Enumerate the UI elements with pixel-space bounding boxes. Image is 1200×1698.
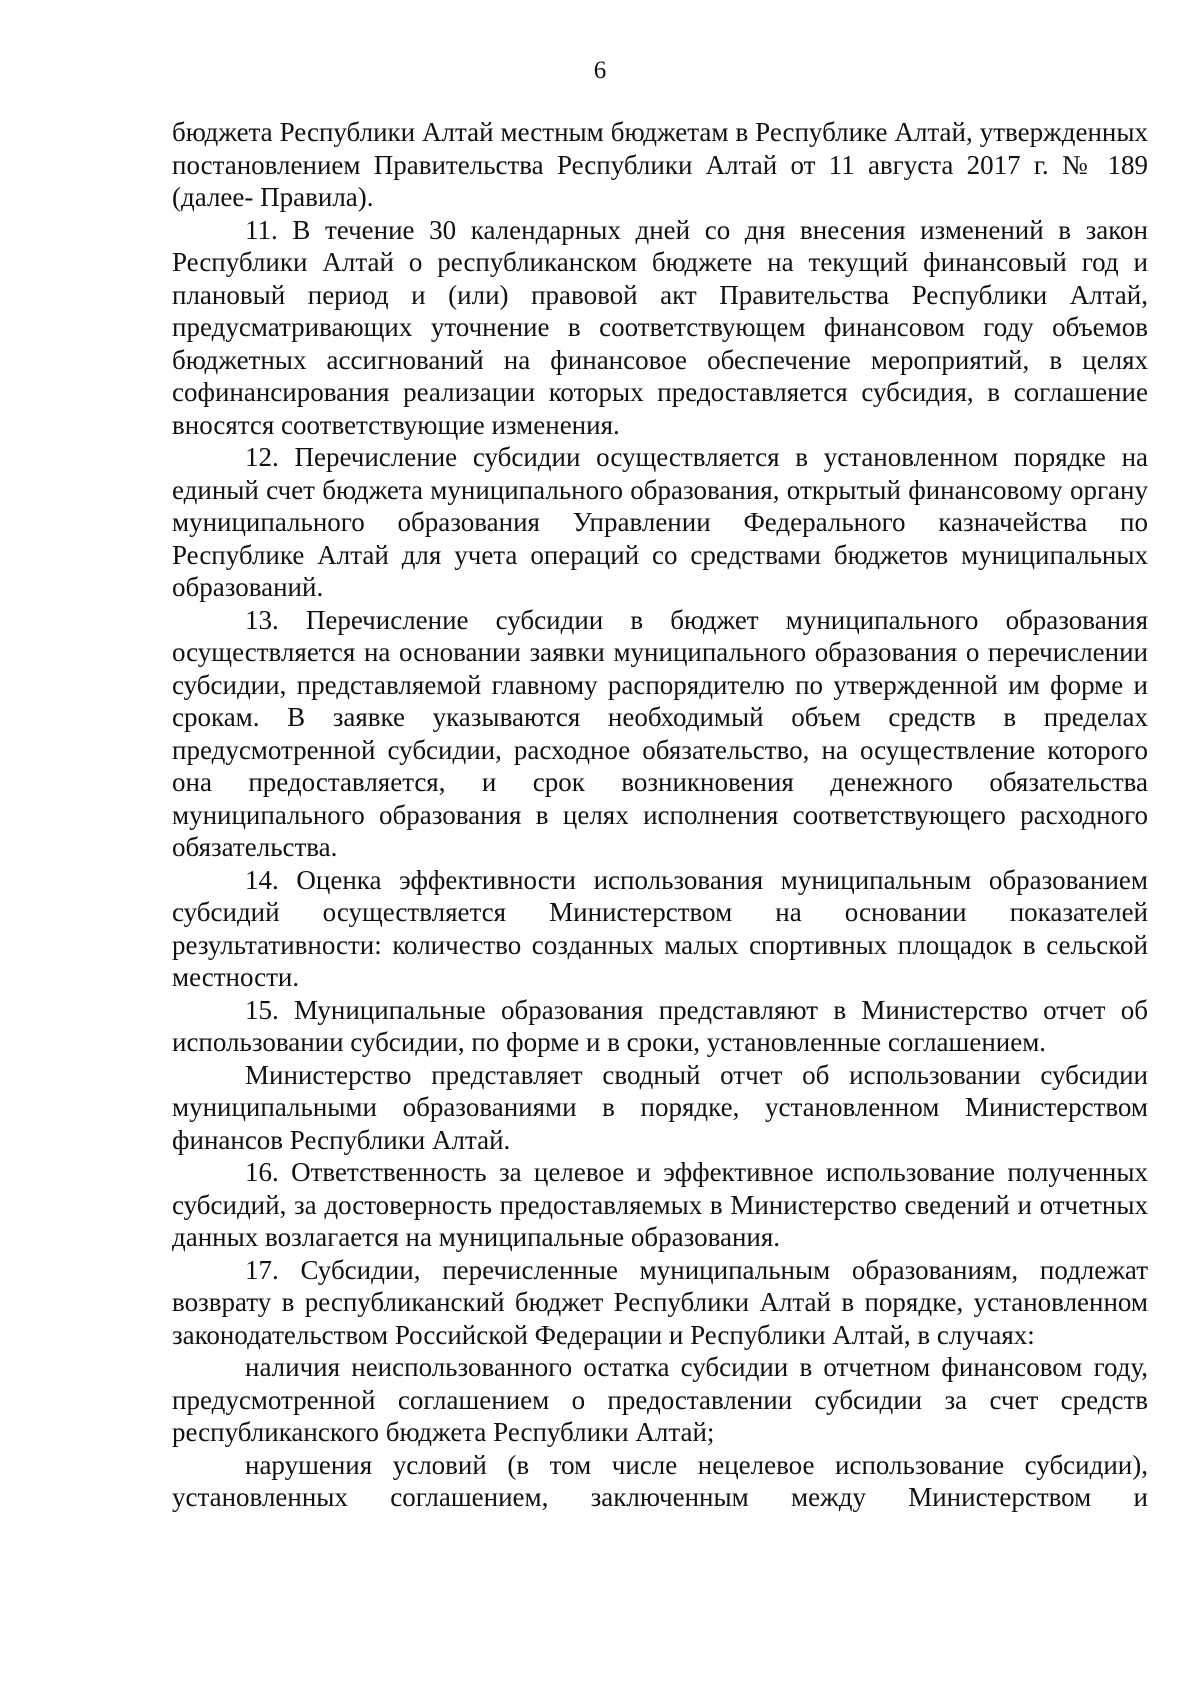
paragraph-case-unused-balance: наличия неиспользованного остатка субсидии в отчетном финансовом году, предусмотренной соглашением о предоставлении субсидии за счет средств республиканского бюджета Республики Алтай;: [172, 1352, 1148, 1447]
paragraph-item-16: 16. Ответственность за целевое и эффективное использование полученных субсидий, за достоверность предоставляемых в Министерство сведений и отчетных данных возлагается на муниципальные образования.: [172, 1157, 1148, 1252]
paragraph-rules-reference: бюджета Республики Алтай местным бюджетам в Республике Алтай, утвержденных постановлением Правительства Республики Алтай от 11 августа 2017 г. № 189 (далее- Правила).: [172, 117, 1148, 212]
document-body: [172, 116, 1148, 1514]
paragraph-item-14: 14. Оценка эффективности использования муниципальным образованием субсидий осуществляется Министерством на основании показателей результативности: количество созданных малых спортивных площадок в сельской местности.: [172, 864, 1148, 992]
paragraph-item-17: 17. Субсидии, перечисленные муниципальным образованиям, подлежат возврату в республиканский бюджет Республики Алтай в порядке, установленном законодательством Российской Федерации и Республики Алтай, в случаях:: [172, 1254, 1148, 1350]
paragraph-case-violation: нарушения условий (в том числе нецелевое использование субсидии), установленных соглашением, заключенным между Министерством и: [172, 1449, 1148, 1512]
paragraph-item-11: 11. В течение 30 календарных дней со дня внесения изменений в закон Республики Алтай о республиканском бюджете на текущий финансовый год и плановый период и (или) правовой акт Правительства Республики Алтай, предусматривающих уточнение в соответствующем финансовом году объемов бюджетных ассигнований на финансовое обеспечение мероприятий, в целях софинансирования реализации которых предоставляется субсидия, в соглашение вносятся соответствующие изменения.: [172, 214, 1148, 440]
paragraph-item-12: 12. Перечисление субсидии осуществляется в установленном порядке на единый счет бюджета муниципального образования, открытый финансовому органу муниципального образования Управлении Федерального казначейства по Республике Алтай для учета операций со средствами бюджетов муниципальных образований.: [172, 442, 1148, 602]
page-number: 6: [593, 57, 607, 84]
paragraph-item-13: 13. Перечисление субсидии в бюджет муниципального образования осуществляется на основании заявки муниципального образования о перечислении субсидии, представляемой главному распорядителю по утвержденной им форме и срокам. В заявке указываются необходимый объем средств в пределах предусмотренной субсидии, расходное обязательство, на осуществление которого она предоставляется, и срок возникновения денежного обязательства муниципального образования в целях исполнения соответствующего расходного обязательства.: [172, 604, 1148, 862]
paragraph-item-15: 15. Муниципальные образования представляют в Министерство отчет об использовании субсидии, по форме и в сроки, установленные соглашением.: [172, 994, 1148, 1057]
paragraph-ministry-report: Министерство представляет сводный отчет об использовании субсидии муниципальными образованиями в порядке, установленном Министерством финансов Республики Алтай.: [172, 1059, 1148, 1155]
